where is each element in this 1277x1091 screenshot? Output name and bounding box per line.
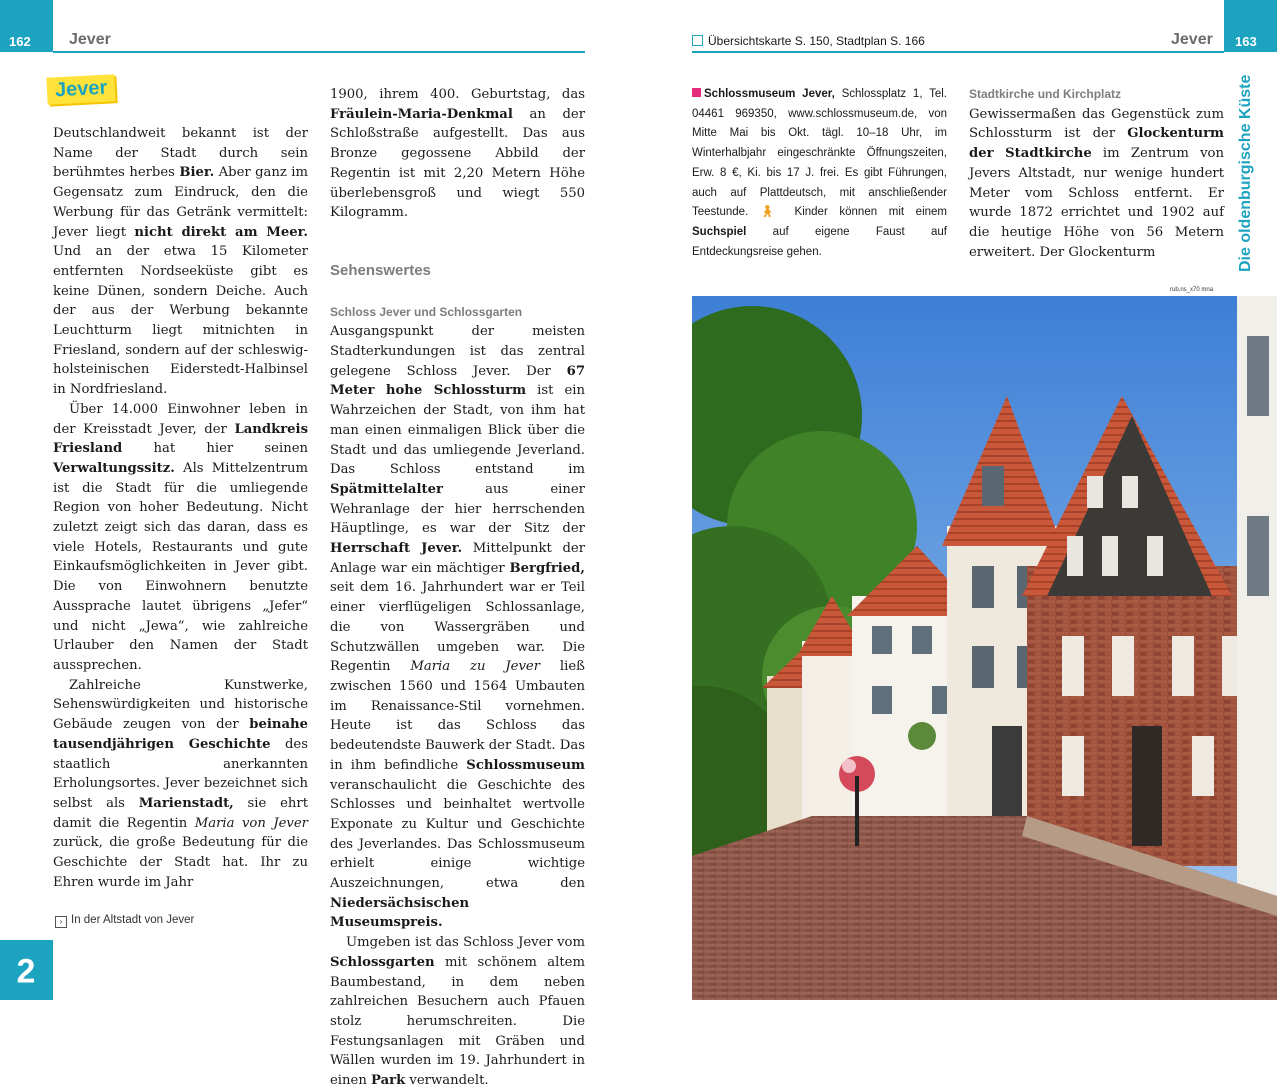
- photo-credit: rub.ns_x70 mna: [1170, 287, 1214, 293]
- paragraph: Ausgangspunkt der meisten Stadterkundungen ist das zentral gelegene Schloss Jever. Der 67 Meter hohe Schlossturm ist ein Wahrzeichen der Stadt, von ihm hat man einen einmaligen Blick über die Stadt und das umliegende Jeverland. Das Schloss entstand im Spätmittelalter aus einer Wehranlage der hier herrschenden Häuptlinge, es war der Sitz der Herrschaft Jever. Mittelpunkt der Anlage war ein mächtiger Bergfried, seit dem 16. Jahrhundert war er Teil einer vierflügeligen Schlossanlage, die von Wassergräben und Schutzwällen umgeben war. Die Regentin Maria zu Jever ließ zwischen 1560 und 1564 Umbauten im Renaissance-Stil vornehmen. Heute ist das Schloss das bedeutendste Bauwerk der Stadt. Das in ihm befindliche Schlossmuseum veranschaulicht die Geschichte des Schlosses und beinhaltet wertvolle Exponate zu Kultur und Geschichte des Jeverlandes. Das Schlossmuseum erhielt einige wichtige Auszeichnungen, etwa den Niedersächsischen Museumspreis.: [330, 324, 585, 931]
- photo-altstadt: [692, 296, 1277, 1000]
- chapter-number-tab: [0, 940, 53, 1000]
- page-number-tab-left: [0, 0, 53, 52]
- street-illustration: [692, 296, 1277, 1000]
- paragraph: Gewissermaßen das Gegenstück zum Schlossturm ist der Glockenturm der Stadtkirche im Zentrum von Jevers Altstadt, nur wenige hundert Meter vom Schloss entfernt. Er wurde 1872 errichtet und 1902 auf die heutige Höhe von 56 Metern erweitert. Der Glockenturm: [969, 106, 1224, 260]
- page-number-left: 162: [9, 34, 31, 49]
- chapter-tag: Jever: [46, 74, 116, 105]
- paragraph: Deutschlandweit bekannt ist der Name der Stadt durch sein berühmtes herbes Bier. Aber ganz im Gegensatz zum Eindruck, den die Werbung für das Getränk vermittelt: Jever liegt nicht direkt am Meer. Und an der etwa 15 Kilometer entfernten Nordseeküste gibt es keine Dünen, sondern Deiche. Auch der aus der Werbung bekannte Leuchtturm liegt mitnichten in Friesland, sondern auf der schleswig-holsteinischen Eiderstedt-Halbinsel in Nordfriesland.: [53, 126, 308, 398]
- paragraph: Über 14.000 Einwohner leben in der Kreisstadt Jever, der Landkreis Friesland hat hier seinen Verwaltungssitz. Als Mittelzentrum ist die Stadt für die umliegende Region von hoher Bedeutung. Nicht zuletzt zeigt sich das daran, dass es viele Hotels, Restaurants und gute Einkaufsmöglichkeiten in Jever gibt. Die von Einwohnern benutzte Aussprache lautet übrigens „Jefer“ und nicht „Jewa“, wie zahlreiche Urlauber den Namen der Stadt aussprechen.: [53, 401, 308, 673]
- text-column-3: [969, 85, 1224, 262]
- chapter-number: 2: [16, 952, 36, 991]
- page-number-tab-right: [1224, 0, 1277, 52]
- paragraph: Zahlreiche Kunstwerke, Sehenswürdigkeiten und historische Gebäude zeugen von der beinahe tausendjährigen Geschichte des staatlich anerkannten Erholungsortes. Jever bezeichnet sich selbst als Marienstadt, sie ehrt damit die Regentin Maria von Jever zurück, die große Bedeutung für die Geschichte der Stadt hat. Ihr zu Ehren wurde im Jahr: [53, 677, 308, 890]
- info-box: Schlossmuseum Jever, Schlossplatz 1, Tel. 04461 969350, www.schlossmuseum.de, von Mitte Mai bis Okt. tägl. 10–18 Uhr, im Winterhalbjahr eingeschränkte Öffnungszeiten, Erw. 8 €, Ki. bis 17 J. frei. Es gibt Führungen, auch auf Plattdeutsch, mit anschließender Teestunde. 🚶︎ Kinder können mit einem Suchspiel auf eigene Faust auf Entdeckungsreise gehen.: [692, 88, 948, 258]
- info-marker-icon: [692, 88, 701, 97]
- header-rule-left: [53, 51, 585, 53]
- map-reference-icon: [692, 35, 703, 46]
- section-heading: Sehenswertes: [330, 261, 431, 279]
- page-number-right: 163: [1235, 34, 1257, 49]
- paragraph: 1900, ihrem 400. Geburtstag, das Fräulein-Maria-Denkmal an der Schloßstraße aufgestellt. Das aus Bronze gegossene Abbild der Regentin ist mit 2,20 Metern Höhe überlebensgroß und wiegt 550 Kilogramm.: [330, 87, 585, 221]
- header-reference: Übersichtskarte S. 150, Stadtplan S. 166: [692, 34, 925, 48]
- subheading: Stadtkirche und Kirchplatz: [969, 87, 1122, 101]
- text-column-1: [53, 124, 308, 892]
- child-icon: 🚶︎: [759, 206, 783, 219]
- header-rule-right: [692, 51, 1224, 53]
- chevron-right-icon: ›: [55, 916, 67, 928]
- header-title-left: Jever: [69, 31, 111, 48]
- paragraph: Umgeben ist das Schloss Jever vom Schlossgarten mit schönem altem Baumbestand, in dem neben zahlreichen Besuchern auch Pfauen stolz herumschreiten. Die Festungsanlagen mit Gräben und Wällen wurden im 19. Jahrhundert in einen Park verwandelt.: [330, 935, 585, 1089]
- header-title-right: Jever: [1171, 31, 1213, 48]
- text-column-2: [330, 85, 585, 1091]
- photo-caption: › In der Altstadt von Jever: [55, 914, 194, 928]
- subheading: Schloss Jever und Schlossgarten: [330, 304, 523, 319]
